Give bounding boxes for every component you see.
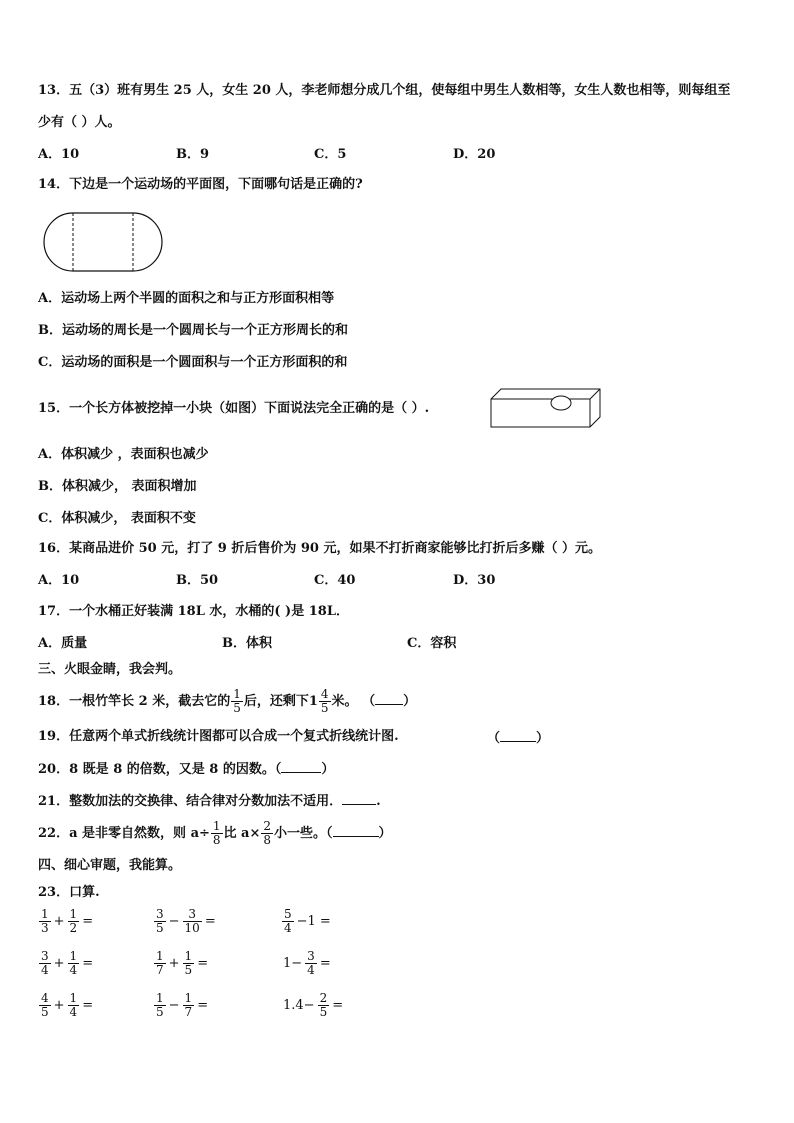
q22-post: 小一些。（	[274, 826, 333, 841]
q21-line: 21．整数加法的交换律、结合律对分数加法不适用． .	[38, 794, 381, 809]
q17-option-b: B．体积	[222, 636, 272, 651]
q20-line: 20．8 既是 8 的倍数，又是 8 的因数。（ ）	[38, 762, 335, 777]
q19-answer: （ ）	[487, 731, 550, 746]
section-3-heading: 三、火眼金睛，我会判。	[38, 662, 182, 677]
stadium-figure	[40, 211, 166, 273]
q15-option-b: B．体积减少， 表面积增加	[38, 479, 197, 494]
q16-option-c: C．40	[314, 573, 356, 588]
q18-pre: 18．一根竹竿长 2 米，截去它的	[38, 694, 231, 709]
cuboid-figure	[490, 387, 602, 429]
calc-item: $\frac{3}{5}$ − $\frac{3}{10}$ =	[156, 907, 216, 935]
q22-line: 22．a 是非零自然数，则 a÷ $\frac{1}{8}$ 比 a× $\frac{2}{8}$ 小一些。（ ）	[38, 819, 392, 847]
q20-text: 20．8 既是 8 的倍数，又是 8 的因数。（	[38, 762, 282, 777]
q13-option-b: B．9	[176, 147, 210, 162]
q22-pre: 22．a 是非零自然数，则 a÷	[38, 826, 210, 841]
calc-item: 1− $\frac{3}{4}$ =	[283, 949, 331, 977]
q14-option-a: A．运动场上两个半圆的面积之和与正方形面积相等	[38, 291, 335, 306]
q14-option-b: B．运动场的周长是一个圆周长与一个正方形周长的和	[38, 323, 348, 338]
calc-item: $\frac{1}{7}$ + $\frac{1}{5}$ =	[156, 949, 209, 977]
q17-option-c: C．容积	[407, 636, 457, 651]
calc-item: $\frac{5}{4}$ −1 =	[284, 907, 331, 935]
q19-answer-blank[interactable]	[500, 729, 536, 742]
q15-option-a: A．体积减少 ，表面积也减少	[38, 447, 209, 462]
calc-item: 1.4− $\frac{2}{5}$ =	[283, 991, 344, 1019]
q18-end: ）	[403, 694, 417, 709]
q15-text: 15．一个长方体被挖掉一小块（如图）下面说法完全正确的是（ ）.	[38, 401, 430, 416]
q18-whole: 1	[308, 694, 318, 709]
calc-item: $\frac{4}{5}$ + $\frac{1}{4}$ =	[41, 991, 94, 1019]
q21-answer-blank[interactable]	[342, 792, 376, 805]
q15-option-c: C．体积减少， 表面积不变	[38, 511, 196, 526]
q14-text: 14．下边是一个运动场的平面图，下面哪句话是正确的?	[38, 177, 363, 192]
q18-mid: 后，还剩下	[243, 694, 309, 709]
calc-item: $\frac{1}{3}$ + $\frac{1}{2}$ =	[41, 907, 94, 935]
q22-mid: 比 a×	[223, 826, 261, 841]
q16-text: 16．某商品进价 50 元，打了 9 折后售价为 90 元，如果不打折商家能够比打折后多赚（ ）元。	[38, 541, 601, 556]
q23-title: 23．口算.	[38, 885, 100, 900]
q18-fraction-2: $\frac{4}{5}$	[320, 687, 329, 715]
q13-option-d: D．20	[453, 147, 496, 162]
q22-fraction-2: $\frac{2}{8}$	[263, 819, 272, 847]
q14-option-c: C．运动场的面积是一个圆面积与一个正方形面积的和	[38, 355, 348, 370]
section-4-heading: 四、细心审题，我能算。	[38, 858, 182, 873]
q13-option-a: A．10	[38, 147, 80, 162]
calc-item: $\frac{1}{5}$ − $\frac{1}{7}$ =	[156, 991, 209, 1019]
calc-item: $\frac{3}{4}$ + $\frac{1}{4}$ =	[41, 949, 94, 977]
q18-line	[38, 688, 416, 715]
q18-fraction-1: $\frac{1}{5}$	[233, 687, 241, 715]
q20-answer-blank[interactable]	[281, 760, 321, 773]
q13-line1: 13．五（3）班有男生 25 人，女生 20 人，李老师想分成几个组，使每组中男生人数相等，女生人数也相等，则每组至	[38, 83, 731, 98]
q18-answer-blank[interactable]	[375, 692, 403, 705]
q21-text: 21．整数加法的交换律、结合律对分数加法不适用．	[38, 794, 343, 809]
q13-option-c: C．5	[314, 147, 347, 162]
q17-text: 17．一个水桶正好装满 18L 水，水桶的( )是 18L．	[38, 604, 349, 619]
q22-fraction-1: $\frac{1}{8}$	[212, 819, 221, 847]
q16-option-a: A．10	[38, 573, 80, 588]
q16-option-b: B．50	[176, 573, 219, 588]
q18-post: 米。 （	[331, 694, 376, 709]
q17-option-a: A．质量	[38, 636, 88, 651]
q16-option-d: D．30	[453, 573, 496, 588]
q13-line2: 少有（ ）人。	[38, 115, 121, 130]
q22-answer-blank[interactable]	[333, 824, 379, 837]
q19-text: 19．任意两个单式折线统计图都可以合成一个复式折线统计图.	[38, 729, 399, 744]
